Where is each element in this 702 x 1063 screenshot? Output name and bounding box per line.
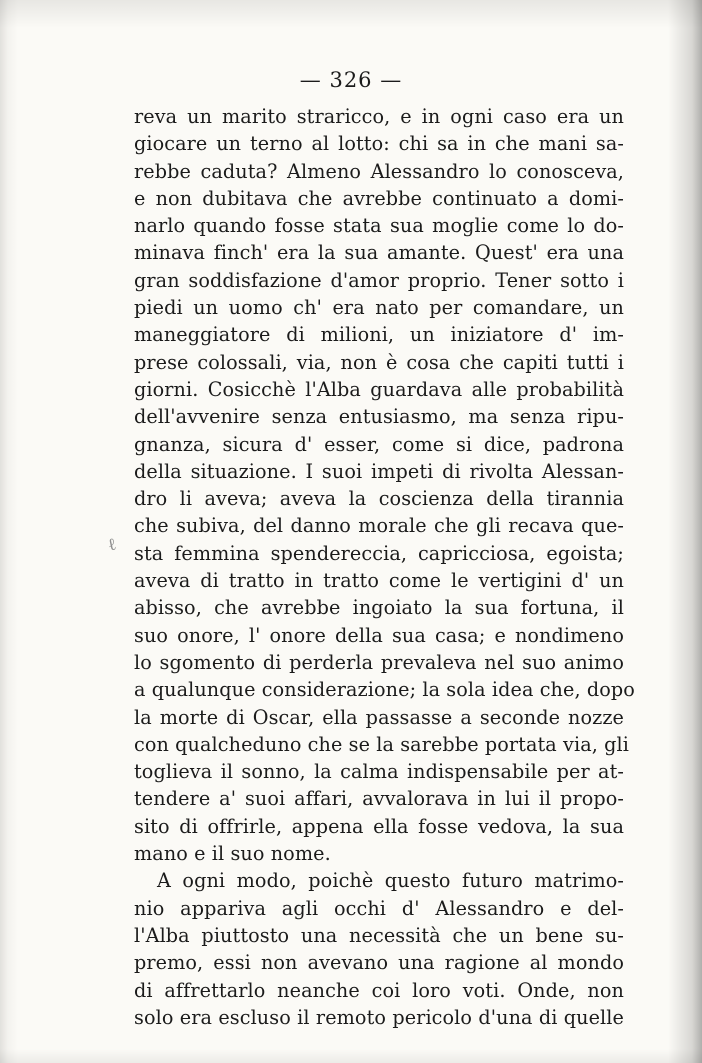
text-line: narlo quando fosse stata sua moglie come lo do- (134, 214, 624, 238)
top-scan-shadow (0, 0, 702, 28)
text-line: la morte di Oscar, ella passasse a seconde nozze (134, 705, 624, 729)
text-line: della situazione. I suoi impeti di rivolta Alessan- (134, 459, 624, 483)
text-line: nio appariva agli occhi d' Alessandro e del- (134, 896, 624, 920)
text-line: e non dubitava che avrebbe continuato a domi- (134, 186, 624, 210)
margin-ink-mark: ℓ (106, 534, 119, 556)
text-line: sta femmina spendereccia, capricciosa, egoista; (134, 541, 624, 565)
text-line: aveva di tratto in tratto come le vertigini d' un (134, 569, 624, 593)
text-line: con qualcheduno che se la sarebbe portata via, gli (134, 732, 630, 756)
paragraph-start-line: A ogni modo, poichè questo futuro matrimo- (157, 869, 624, 893)
text-line: abisso, che avrebbe ingoiato la sua fortuna, il (134, 596, 624, 620)
text-line: suo onore, l' onore della sua casa; e nondimeno (134, 623, 624, 647)
text-line: sito di offrirle, appena ella fosse vedova, la sua (134, 814, 624, 838)
text-line: piedi un uomo ch' era nato per comandare, un (134, 296, 624, 320)
text-line: di affrettarlo neanche coi loro voti. Onde, non (134, 978, 624, 1002)
text-line: dell'avvenire senza entusiasmo, ma senza ripu- (134, 405, 624, 429)
text-line: solo era escluso il remoto pericolo d'una di quelle (134, 1005, 624, 1029)
text-line: gran soddisfazione d'amor proprio. Tener sotto i (134, 268, 624, 292)
body-text (134, 103, 635, 1031)
text-line: premo, essi non avevano una ragione al mondo (134, 951, 624, 975)
text-line: l'Alba piuttosto una necessità che un bene su- (134, 923, 624, 947)
text-line: gnanza, sicura d' esser, come si dice, padrona (134, 432, 624, 456)
text-line: tendere a' suoi affari, avvalorava in lui il propo- (134, 787, 624, 811)
text-line: reva un marito straricco, e in ogni caso era un (134, 105, 624, 128)
text-line: lo sgomento di perderla prevaleva nel suo animo (134, 650, 624, 674)
paragraph-end-line: mano e il suo nome. (134, 842, 331, 866)
text-line: toglieva il sonno, la calma indispensabile per at- (134, 760, 624, 784)
text-line: dro li aveva; aveva la coscienza della tirannia (134, 487, 624, 511)
text-line: a qualunque considerazione; la sola idea che, dopo (134, 678, 635, 702)
page-edge-shadow (668, 0, 702, 1063)
text-line: giorni. Cosicchè l'Alba guardava alle probabilità (134, 377, 624, 401)
text-line: prese colossali, via, non è cosa che capiti tutti i (134, 350, 624, 374)
text-line: giocare un terno al lotto: chi sa in che mani sa- (134, 132, 624, 156)
page-number: — 326 — (299, 68, 403, 92)
text-line: maneggiatore di milioni, un iniziatore d' im- (134, 323, 624, 347)
text-line: minava finch' era la sua amante. Quest' era una (134, 241, 624, 265)
text-line: che subiva, del danno morale che gli recava que- (134, 514, 624, 538)
text-line: rebbe caduta? Almeno Alessandro lo conosceva, (134, 159, 624, 183)
